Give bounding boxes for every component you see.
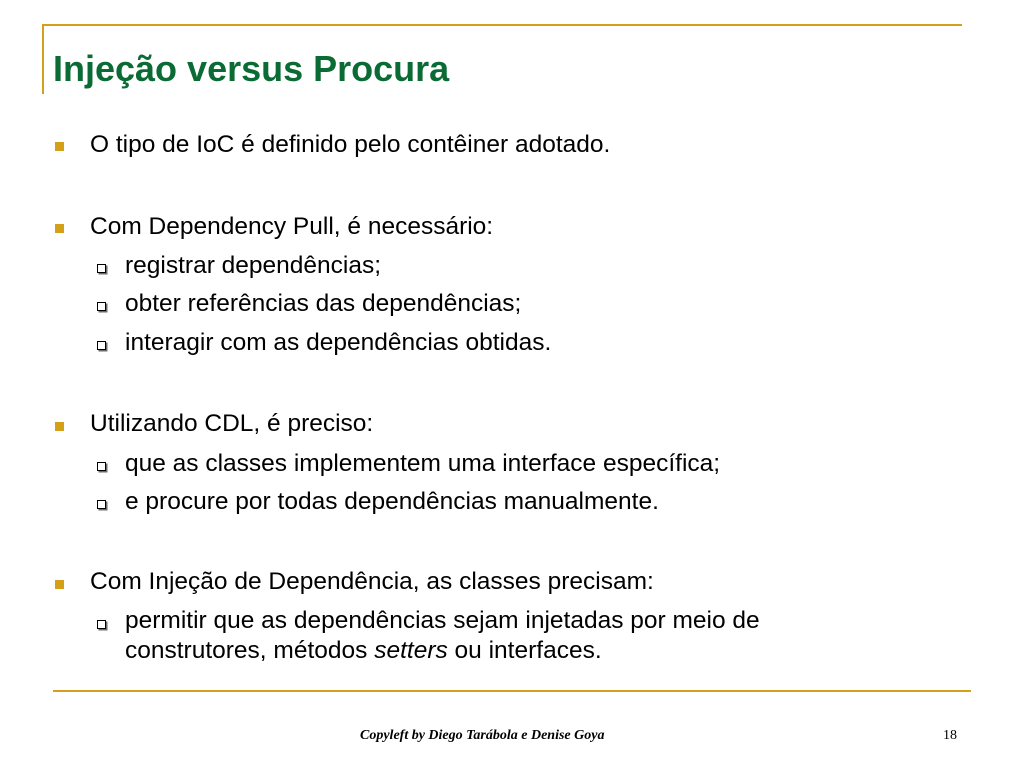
sub-bullet-text: obter referências das dependências;	[125, 290, 522, 317]
square-bullet-icon	[55, 422, 64, 431]
sub-bullet-text: interagir com as dependências obtidas.	[125, 329, 552, 356]
square-bullet-icon	[55, 224, 64, 233]
square-bullet-icon	[55, 142, 64, 151]
sub-bullet-text: e procure por todas dependências manualmente.	[125, 488, 659, 515]
footer-copyright: Copyleft by Diego Tarábola e Denise Goya	[360, 728, 605, 743]
bullet-text: O tipo de IoC é definido pelo contêiner adotado.	[90, 131, 611, 158]
sub-bullet-text-prefix: construtores, métodos	[125, 637, 375, 664]
setters-emphasis: setters	[374, 637, 448, 664]
square-bullet-icon	[55, 580, 64, 589]
slide-title: Injeção versus Procura	[53, 48, 450, 89]
hollow-square-bullet-icon	[97, 341, 106, 350]
sub-bullet-text: registrar dependências;	[125, 252, 382, 279]
hollow-square-bullet-icon	[97, 500, 106, 509]
sub-bullet-text-line2	[125, 636, 602, 666]
hollow-square-bullet-icon	[97, 264, 106, 273]
hollow-square-bullet-icon	[97, 302, 106, 311]
bullet-text: Utilizando CDL, é preciso:	[90, 410, 374, 437]
sub-bullet-text: que as classes implementem uma interface específica;	[125, 450, 721, 477]
sub-bullet-text-line1: permitir que as dependências sejam injetadas por meio de	[125, 607, 760, 634]
footer-separator	[53, 690, 971, 692]
bullet-text: Com Injeção de Dependência, as classes precisam:	[90, 568, 654, 595]
bullet-text: Com Dependency Pull, é necessário:	[90, 213, 494, 240]
sub-bullet-text-suffix: ou interfaces.	[447, 637, 602, 664]
page-number: 18	[943, 728, 957, 743]
hollow-square-bullet-icon	[97, 462, 106, 471]
hollow-square-bullet-icon	[97, 620, 106, 629]
